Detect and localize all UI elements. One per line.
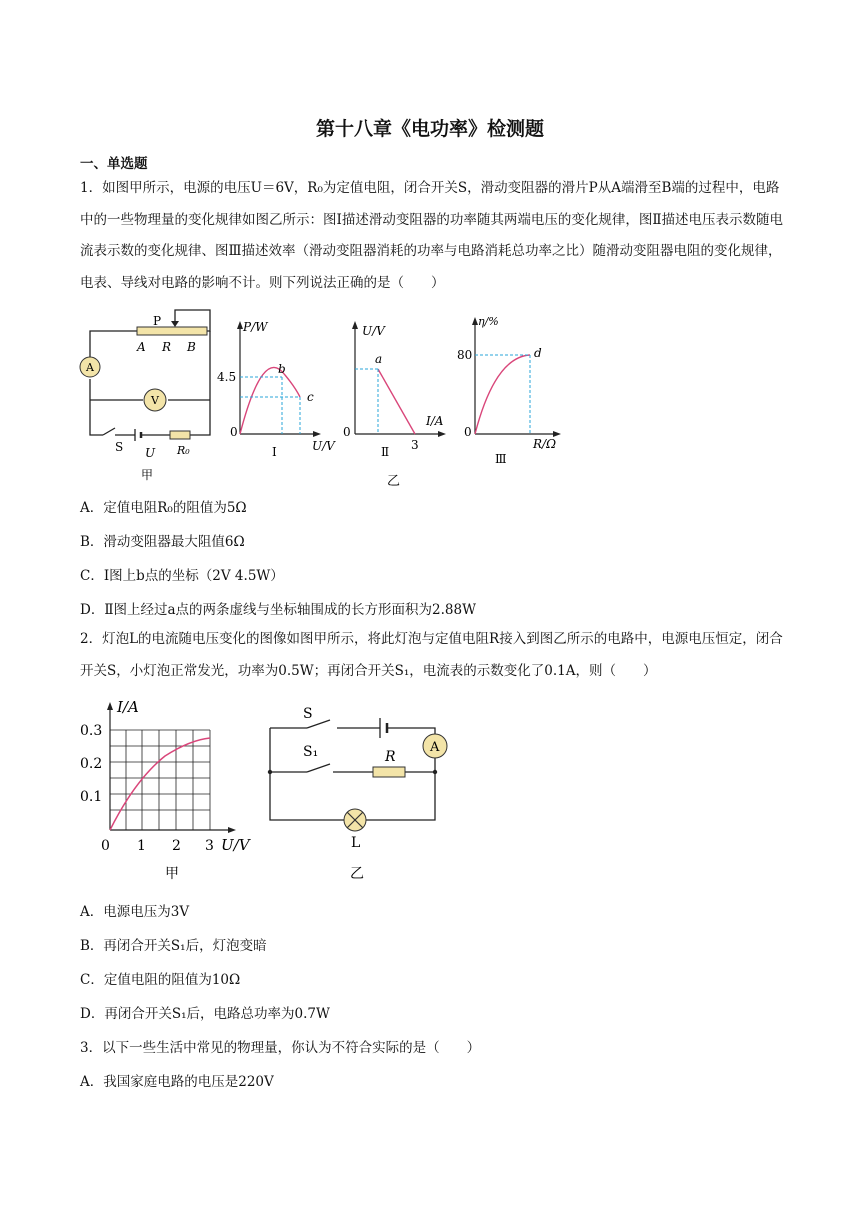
q2-ytick-01: 0.1 xyxy=(80,789,103,805)
label-r: R xyxy=(162,340,172,354)
q2-ytick-02: 0.2 xyxy=(80,756,103,772)
graph-1 xyxy=(217,320,336,459)
q2-xtick-1: 1 xyxy=(137,838,146,854)
figure-caption-yi: 乙 xyxy=(387,474,401,489)
graph-2 xyxy=(343,321,446,459)
q1-option-b: B．滑动变阻器最大阻值6Ω xyxy=(80,534,245,550)
g3-ytick: 80 xyxy=(457,348,473,362)
g2-xtick: 3 xyxy=(411,438,419,452)
q2-option-d: D．再闭合开关S₁后，电路总功率为0.7W xyxy=(80,1006,330,1022)
q2-label-l: L xyxy=(351,835,361,851)
g3-caption: Ⅲ xyxy=(495,452,507,466)
g1-origin: 0 xyxy=(230,425,238,439)
q2-xtick-3: 3 xyxy=(205,838,214,854)
circuit-caption: 甲 xyxy=(141,468,154,482)
q1-option-c: C．Ⅰ图上b点的坐标（2V 4.5W） xyxy=(80,568,284,584)
g1-xlabel: U/V xyxy=(312,439,335,453)
voltmeter-label: V xyxy=(151,394,159,407)
q2-graph xyxy=(80,698,252,882)
g1-caption: Ⅰ xyxy=(272,445,277,459)
rheostat xyxy=(137,327,207,335)
label-a: A xyxy=(137,340,146,354)
q2-xtick-2: 2 xyxy=(172,838,181,854)
q2-xtick-0: 0 xyxy=(101,838,110,854)
g1-ytick: 4.5 xyxy=(217,370,237,384)
question-1-figure xyxy=(75,305,575,490)
g2-origin: 0 xyxy=(343,425,351,439)
page-title: 第十八章《电功率》检测题 xyxy=(315,118,544,140)
q1-option-d: D．Ⅱ图上经过a点的两条虚线与坐标轴围成的长方形面积为2.88W xyxy=(80,602,476,618)
question-2-figure xyxy=(75,690,475,890)
q2-graph-ylabel: I/A xyxy=(117,698,139,716)
q1-option-a: A．定值电阻R₀的阻值为5Ω xyxy=(80,500,247,516)
label-b: B xyxy=(187,340,196,354)
ammeter-label: A xyxy=(86,361,94,374)
label-s: S xyxy=(115,440,124,454)
resistor-r xyxy=(373,767,405,777)
question-1-text: 1．如图甲所示，电源的电压U＝6V，R₀为定值电阻，闭合开关S，滑动变阻器的滑片P从A端滑至B端的过程中，电路中的一些物理量的变化规律如图乙所示：图Ⅰ描述滑动变阻器的功率随其两端电压的变化规律，图Ⅱ描述电压表示数随电流表示数的变化规律、图Ⅲ描述效率（滑动变阻器消耗的功率与电路消耗总功率之比）随滑动变阻器电阻的变化规律，电表、导线对电路的影响不计。则下列说法正确的是（ ） xyxy=(80,180,784,291)
q2-ammeter-label: A xyxy=(430,740,440,755)
g3-point-d: d xyxy=(534,346,542,360)
section-heading: 一、单选题 xyxy=(80,156,148,172)
q2-label-r: R xyxy=(385,749,396,765)
q3-option-a: A．我国家庭电路的电压是220V xyxy=(80,1074,274,1090)
g3-xlabel: R/Ω xyxy=(533,437,557,451)
g3-origin: 0 xyxy=(464,425,472,439)
question-3-text: 3．以下一些生活中常见的物理量，你认为不符合实际的是（ ） xyxy=(80,1040,481,1056)
question-2-text: 2．灯泡L的电流随电压变化的图像如图甲所示，将此灯泡与定值电阻R接入到图乙所示的电路中，电源电压恒定，闭合开关S，小灯泡正常发光，功率为0.5W；再闭合开关S₁，电流表的示数变化了0.1A，则（ ） xyxy=(80,631,783,679)
q2-circuit xyxy=(268,706,447,882)
label-r0: R₀ xyxy=(177,444,190,457)
label-u: U xyxy=(145,446,156,460)
graph-3 xyxy=(457,315,561,466)
g1-point-c: c xyxy=(307,390,314,404)
q2-graph-caption: 甲 xyxy=(165,866,179,882)
q2-circuit-caption: 乙 xyxy=(350,866,364,882)
q2-ytick-03: 0.3 xyxy=(80,723,103,739)
g2-xlabel: I/A xyxy=(426,414,444,428)
resistor-r0 xyxy=(170,431,190,439)
g1-point-b: b xyxy=(278,362,286,376)
q2-label-s: S xyxy=(303,706,313,722)
g2-point-a: a xyxy=(375,352,383,366)
g2-caption: Ⅱ xyxy=(381,445,390,459)
q2-option-a: A．电源电压为3V xyxy=(80,904,190,920)
slider-arrow-icon xyxy=(171,321,179,327)
g3-ylabel: η/% xyxy=(478,315,499,328)
q2-label-s1: S₁ xyxy=(303,744,319,760)
q2-graph-xlabel: U/V xyxy=(221,836,250,854)
q2-option-b: B．再闭合开关S₁后，灯泡变暗 xyxy=(80,938,267,954)
g2-ylabel: U/V xyxy=(362,324,385,338)
label-p: P xyxy=(153,314,162,328)
q2-option-c: C．定值电阻的阻值为10Ω xyxy=(80,972,241,988)
g1-ylabel: P/W xyxy=(243,320,268,334)
